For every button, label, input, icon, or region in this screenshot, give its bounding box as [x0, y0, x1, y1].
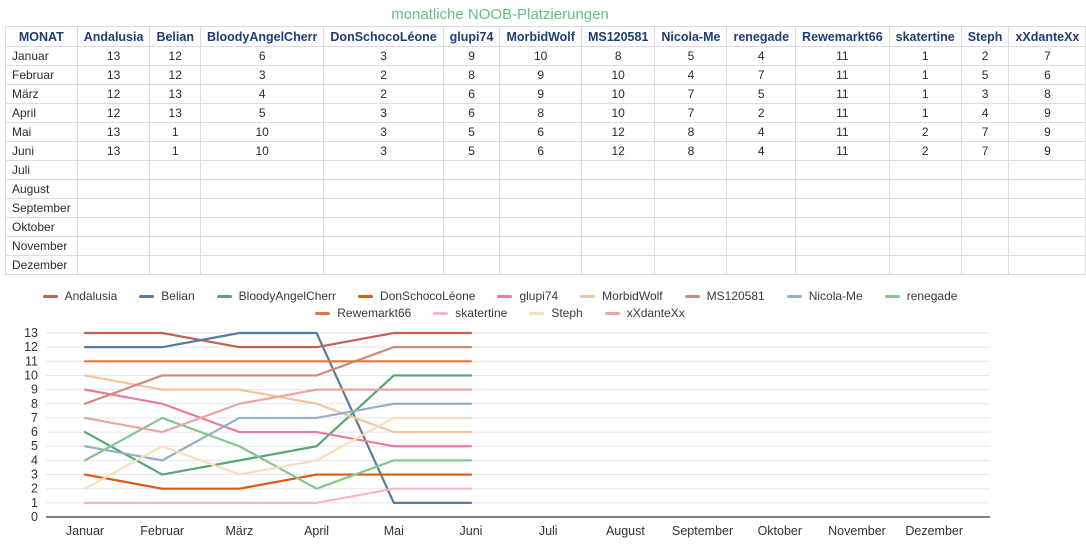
value-cell: 6	[443, 85, 500, 104]
legend-item	[885, 289, 958, 304]
value-cell	[796, 237, 890, 256]
legend-item	[605, 306, 685, 321]
value-cell	[77, 161, 150, 180]
column-header: skatertine	[889, 27, 961, 47]
table-row	[6, 142, 1086, 161]
value-cell: 2	[961, 47, 1009, 66]
legend-swatch	[315, 312, 330, 315]
series-line-donschocol-one	[85, 475, 471, 489]
chart-block	[0, 289, 1000, 545]
value-cell: 3	[324, 142, 443, 161]
value-cell	[581, 161, 654, 180]
value-cell	[655, 218, 727, 237]
value-cell: 4	[727, 142, 796, 161]
legend-swatch	[605, 312, 620, 315]
value-cell: 10	[200, 142, 323, 161]
column-header: MorbidWolf	[500, 27, 582, 47]
value-cell	[796, 180, 890, 199]
value-cell: 6	[500, 123, 582, 142]
value-cell	[150, 199, 201, 218]
y-tick-label: 11	[25, 354, 38, 369]
value-cell	[727, 256, 796, 275]
value-cell: 10	[200, 123, 323, 142]
value-cell	[324, 180, 443, 199]
x-tick-label: September	[672, 524, 734, 538]
table-row	[6, 256, 1086, 275]
value-cell	[961, 161, 1009, 180]
legend-label: DonSchocoLéone	[380, 289, 476, 303]
legend-item	[580, 289, 662, 304]
value-cell: 12	[581, 123, 654, 142]
value-cell	[796, 256, 890, 275]
value-cell	[1009, 161, 1086, 180]
value-cell: 3	[961, 85, 1009, 104]
value-cell: 12	[150, 66, 201, 85]
value-cell: 9	[500, 66, 582, 85]
value-cell: 5	[443, 142, 500, 161]
value-cell	[150, 180, 201, 199]
y-tick-label: 12	[24, 340, 38, 355]
table-row	[6, 218, 1086, 237]
y-tick-label: 4	[31, 453, 38, 468]
y-tick-label: 5	[31, 439, 38, 454]
value-cell	[200, 256, 323, 275]
value-cell: 9	[1009, 123, 1086, 142]
value-cell	[500, 237, 582, 256]
placements-table	[5, 26, 1086, 275]
value-cell	[727, 199, 796, 218]
value-cell	[961, 256, 1009, 275]
value-cell: 4	[727, 123, 796, 142]
value-cell	[443, 199, 500, 218]
value-cell	[500, 218, 582, 237]
value-cell	[500, 161, 582, 180]
value-cell: 1	[150, 123, 201, 142]
month-cell: November	[6, 237, 78, 256]
value-cell: 8	[500, 104, 582, 123]
value-cell: 12	[77, 85, 150, 104]
value-cell: 4	[655, 66, 727, 85]
x-tick-label: Oktober	[757, 524, 803, 538]
value-cell	[655, 180, 727, 199]
value-cell	[150, 256, 201, 275]
value-cell	[1009, 256, 1086, 275]
y-tick-label: 2	[31, 481, 38, 496]
value-cell: 7	[655, 104, 727, 123]
legend-label: Belian	[161, 289, 195, 303]
value-cell: 10	[500, 47, 582, 66]
value-cell	[200, 218, 323, 237]
table-row	[6, 237, 1086, 256]
value-cell: 6	[1009, 66, 1086, 85]
legend-label: glupi74	[519, 289, 559, 303]
value-cell: 6	[500, 142, 582, 161]
value-cell: 10	[581, 104, 654, 123]
value-cell	[889, 256, 961, 275]
value-cell	[1009, 237, 1086, 256]
legend-swatch	[685, 295, 700, 298]
series-line-andalusia	[85, 333, 471, 347]
month-cell: März	[6, 85, 78, 104]
value-cell: 11	[796, 47, 890, 66]
value-cell: 7	[961, 142, 1009, 161]
value-cell	[655, 237, 727, 256]
legend-label: Rewemarkt66	[337, 306, 412, 320]
x-tick-label: Januar	[65, 524, 105, 538]
legend-label: Nicola-Me	[808, 289, 863, 303]
value-cell: 4	[727, 47, 796, 66]
month-cell: August	[6, 180, 78, 199]
legend-item	[685, 289, 765, 304]
legend-item	[139, 289, 194, 304]
table-body	[6, 47, 1086, 275]
value-cell	[655, 256, 727, 275]
table-row	[6, 161, 1086, 180]
y-tick-label: 13	[24, 326, 38, 340]
value-cell: 4	[961, 104, 1009, 123]
value-cell	[581, 256, 654, 275]
value-cell	[889, 161, 961, 180]
value-cell: 8	[1009, 85, 1086, 104]
table-row	[6, 123, 1086, 142]
value-cell: 2	[889, 123, 961, 142]
column-header: MS120581	[581, 27, 654, 47]
chart-legend	[20, 289, 980, 321]
value-cell: 3	[200, 66, 323, 85]
value-cell	[581, 218, 654, 237]
header-row	[6, 27, 1086, 47]
legend-swatch	[433, 312, 448, 315]
value-cell: 2	[889, 142, 961, 161]
value-cell	[443, 256, 500, 275]
legend-item	[315, 306, 411, 321]
column-header: MONAT	[6, 27, 78, 47]
legend-label: Andalusia	[64, 289, 118, 303]
legend-item	[529, 306, 582, 321]
value-cell	[727, 218, 796, 237]
value-cell	[324, 256, 443, 275]
value-cell	[443, 180, 500, 199]
value-cell: 12	[150, 47, 201, 66]
value-cell: 9	[1009, 104, 1086, 123]
value-cell: 1	[150, 142, 201, 161]
value-cell: 9	[500, 85, 582, 104]
value-cell: 3	[324, 47, 443, 66]
column-header: BloodyAngelCherr	[200, 27, 323, 47]
series-line-skatertine	[85, 489, 471, 503]
value-cell	[889, 218, 961, 237]
value-cell	[727, 237, 796, 256]
value-cell	[1009, 180, 1086, 199]
y-tick-label: 6	[31, 425, 38, 440]
legend-item	[217, 289, 336, 304]
value-cell: 7	[1009, 47, 1086, 66]
legend-item	[433, 306, 507, 321]
column-header: Belian	[150, 27, 201, 47]
table-row	[6, 180, 1086, 199]
value-cell: 9	[1009, 142, 1086, 161]
value-cell: 7	[961, 123, 1009, 142]
value-cell	[500, 256, 582, 275]
value-cell: 1	[889, 66, 961, 85]
value-cell: 13	[77, 142, 150, 161]
value-cell	[200, 161, 323, 180]
month-cell: April	[6, 104, 78, 123]
value-cell	[1009, 218, 1086, 237]
value-cell: 8	[443, 66, 500, 85]
value-cell: 10	[581, 85, 654, 104]
column-header: DonSchocoLéone	[324, 27, 443, 47]
value-cell	[727, 180, 796, 199]
month-cell: Juni	[6, 142, 78, 161]
series-line-xxdantexx	[85, 390, 471, 432]
x-tick-label: Juni	[459, 524, 483, 538]
value-cell: 1	[889, 47, 961, 66]
legend-swatch	[787, 295, 802, 298]
value-cell: 13	[150, 85, 201, 104]
value-cell	[77, 180, 150, 199]
value-cell: 2	[727, 104, 796, 123]
legend-label: MorbidWolf	[602, 289, 663, 303]
month-cell: Februar	[6, 66, 78, 85]
value-cell: 10	[581, 66, 654, 85]
value-cell: 9	[443, 47, 500, 66]
table-row	[6, 85, 1086, 104]
value-cell: 13	[77, 123, 150, 142]
value-cell: 11	[796, 85, 890, 104]
table-row	[6, 66, 1086, 85]
value-cell: 13	[150, 104, 201, 123]
y-tick-label: 3	[31, 467, 38, 482]
month-cell: September	[6, 199, 78, 218]
legend-swatch	[139, 295, 154, 298]
legend-item	[358, 289, 475, 304]
column-header: Steph	[961, 27, 1009, 47]
value-cell	[727, 161, 796, 180]
value-cell	[200, 237, 323, 256]
value-cell	[150, 237, 201, 256]
value-cell: 12	[581, 142, 654, 161]
legend-swatch	[217, 295, 232, 298]
value-cell	[200, 199, 323, 218]
column-header: glupi74	[443, 27, 500, 47]
value-cell: 8	[655, 123, 727, 142]
value-cell	[77, 237, 150, 256]
value-cell: 3	[324, 123, 443, 142]
value-cell	[581, 199, 654, 218]
value-cell: 8	[655, 142, 727, 161]
month-cell: Dezember	[6, 256, 78, 275]
value-cell	[889, 180, 961, 199]
legend-swatch	[43, 295, 58, 298]
value-cell: 6	[200, 47, 323, 66]
column-header: xXdanteXx	[1009, 27, 1086, 47]
table-header	[6, 27, 1086, 47]
table-row	[6, 47, 1086, 66]
legend-label: MS120581	[706, 289, 765, 303]
legend-item	[787, 289, 863, 304]
value-cell	[77, 199, 150, 218]
y-tick-label: 10	[24, 368, 38, 383]
y-tick-label: 1	[31, 495, 38, 510]
value-cell	[500, 180, 582, 199]
legend-label: Steph	[551, 306, 583, 320]
value-cell	[581, 237, 654, 256]
value-cell: 1	[889, 104, 961, 123]
value-cell	[889, 237, 961, 256]
value-cell: 7	[655, 85, 727, 104]
value-cell	[581, 180, 654, 199]
value-cell	[961, 199, 1009, 218]
value-cell	[961, 237, 1009, 256]
x-tick-label: Februar	[140, 524, 185, 538]
column-header: renegade	[727, 27, 796, 47]
y-tick-label: 0	[31, 510, 38, 524]
value-cell	[443, 161, 500, 180]
value-cell: 1	[889, 85, 961, 104]
value-cell	[961, 218, 1009, 237]
month-cell: Oktober	[6, 218, 78, 237]
value-cell: 4	[200, 85, 323, 104]
legend-swatch	[580, 295, 595, 298]
value-cell	[443, 218, 500, 237]
value-cell: 13	[77, 47, 150, 66]
value-cell	[150, 161, 201, 180]
value-cell: 12	[77, 104, 150, 123]
legend-swatch	[885, 295, 900, 298]
value-cell: 3	[324, 104, 443, 123]
value-cell: 13	[77, 66, 150, 85]
x-tick-label: August	[605, 524, 645, 538]
x-tick-label: Dezember	[905, 524, 964, 538]
value-cell	[77, 256, 150, 275]
value-cell: 11	[796, 142, 890, 161]
column-header: Rewemarkt66	[796, 27, 890, 47]
column-header: Andalusia	[77, 27, 150, 47]
y-tick-label: 7	[31, 410, 38, 425]
value-cell: 11	[796, 104, 890, 123]
value-cell: 2	[324, 85, 443, 104]
value-cell: 2	[324, 66, 443, 85]
month-cell: Mai	[6, 123, 78, 142]
value-cell: 5	[727, 85, 796, 104]
legend-swatch	[529, 312, 544, 315]
legend-item	[497, 289, 558, 304]
y-tick-label: 9	[31, 382, 38, 397]
table-row	[6, 199, 1086, 218]
value-cell	[77, 218, 150, 237]
value-cell: 6	[443, 104, 500, 123]
legend-swatch	[497, 295, 512, 298]
x-tick-label: Juli	[538, 524, 558, 538]
y-tick-label: 8	[31, 396, 38, 411]
value-cell	[150, 218, 201, 237]
legend-label: renegade	[906, 289, 958, 303]
x-tick-label: März	[225, 524, 254, 538]
value-cell	[961, 180, 1009, 199]
page-title: monatliche NOOB-Platzierungen	[391, 6, 609, 23]
value-cell: 5	[443, 123, 500, 142]
legend-item	[43, 289, 118, 304]
placements-chart	[0, 321, 1000, 545]
column-header: Nicola-Me	[655, 27, 727, 47]
value-cell: 5	[961, 66, 1009, 85]
value-cell: 7	[727, 66, 796, 85]
value-cell	[324, 218, 443, 237]
value-cell	[796, 218, 890, 237]
value-cell	[500, 199, 582, 218]
value-cell	[655, 199, 727, 218]
month-cell: Januar	[6, 47, 78, 66]
x-tick-label: Mai	[383, 524, 404, 538]
value-cell: 11	[796, 123, 890, 142]
value-cell	[655, 161, 727, 180]
value-cell	[324, 161, 443, 180]
value-cell	[889, 199, 961, 218]
value-cell: 8	[581, 47, 654, 66]
value-cell: 5	[200, 104, 323, 123]
table-row	[6, 104, 1086, 123]
value-cell	[324, 199, 443, 218]
value-cell	[796, 199, 890, 218]
value-cell	[1009, 199, 1086, 218]
value-cell	[796, 161, 890, 180]
value-cell	[200, 180, 323, 199]
value-cell	[443, 237, 500, 256]
x-tick-label: November	[828, 524, 886, 538]
value-cell	[324, 237, 443, 256]
x-tick-label: April	[304, 524, 330, 538]
value-cell: 11	[796, 66, 890, 85]
legend-label: xXdanteXx	[626, 306, 685, 320]
legend-swatch	[358, 295, 373, 298]
month-cell: Juli	[6, 161, 78, 180]
legend-label: BloodyAngelCherr	[238, 289, 337, 303]
value-cell: 5	[655, 47, 727, 66]
legend-label: skatertine	[455, 306, 508, 320]
